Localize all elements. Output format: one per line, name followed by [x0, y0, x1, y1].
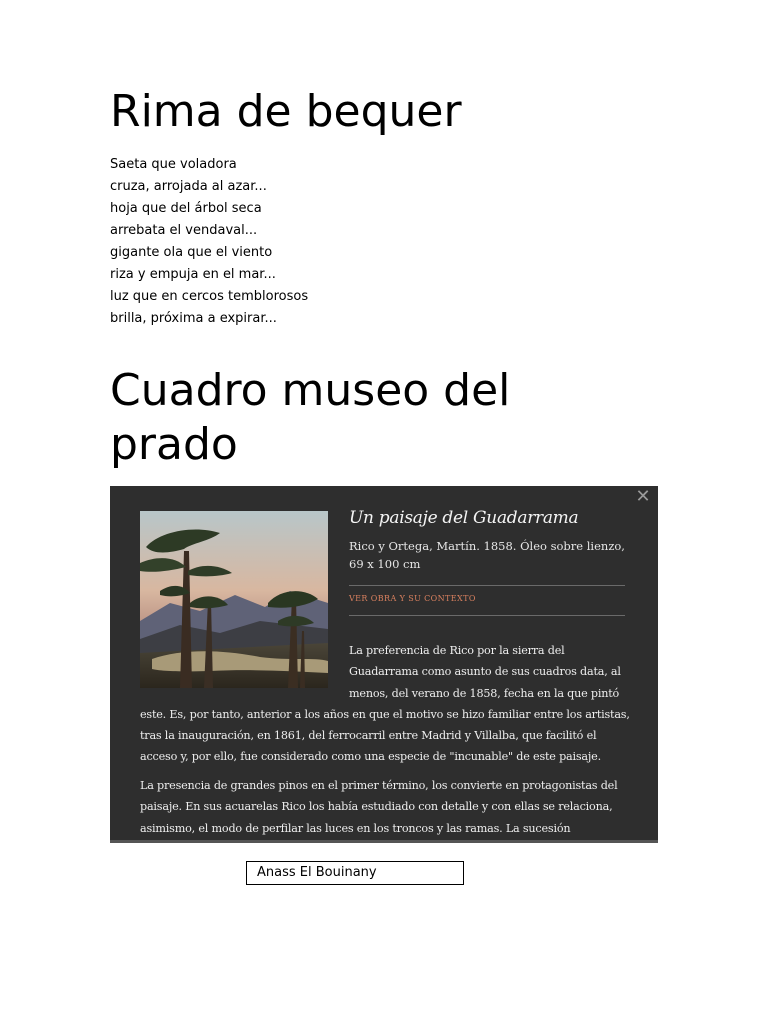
- heading-painting: Cuadro museo del prado: [110, 365, 511, 470]
- poem-line: arrebata el vendaval...: [110, 223, 258, 238]
- poem-text: [110, 154, 308, 330]
- text-line: acceso y, por ello, fue considerado como una especie de "incunable" de este paisaje.: [140, 750, 601, 764]
- text-line: La preferencia de Rico por la sierra del: [349, 644, 565, 657]
- author-box: Anass El Bouinany: [246, 861, 464, 885]
- text-line: este. Es, por tanto, anterior a los años en que el motivo se hizo familiar entre los artistas,: [140, 707, 630, 721]
- text-line: La presencia de grandes pinos en el primer término, los convierte en protagonistas del: [140, 779, 618, 792]
- text-line: asimismo, el modo de perfilar las luces en los troncos y las ramas. La sucesión: [140, 821, 571, 835]
- text-line: paisaje. En sus acuarelas Rico los había estudiado con detalle y con ellas se relaciona,: [140, 800, 613, 814]
- artwork-description: [140, 640, 630, 768]
- poem-line: riza y empuja en el mar...: [110, 267, 276, 282]
- artwork-meta: Rico y Ortega, Martín. 1858. Óleo sobre lienzo, 69 x 100 cm: [349, 539, 625, 571]
- artwork-title: Un paisaje del Guadarrama: [349, 508, 579, 528]
- poem-line: luz que en cercos temblorosos: [110, 289, 309, 304]
- heading-poem: Rima de bequer: [110, 86, 462, 137]
- divider: [349, 585, 625, 586]
- close-icon[interactable]: ✕: [635, 486, 651, 507]
- poem-line: hoja que del árbol seca: [110, 201, 262, 216]
- artwork-description-2: [140, 775, 617, 839]
- text-line: menos, del verano de 1858, fecha en la que pintó: [349, 686, 620, 700]
- artwork-panel: [110, 486, 658, 843]
- poem-line: brilla, próxima a expirar...: [110, 311, 277, 326]
- divider: [349, 615, 625, 616]
- text-line: tras la inauguración, en 1861, del ferrocarril entre Madrid y Villalba, que facilitó el: [140, 729, 597, 743]
- poem-line: cruza, arrojada al azar...: [110, 179, 267, 194]
- text-line: Guadarrama como asunto de sus cuadros data, al: [349, 665, 621, 679]
- poem-line: Saeta que voladora: [110, 157, 237, 172]
- poem-line: gigante ola que el viento: [110, 245, 273, 260]
- view-artwork-link[interactable]: VER OBRA Y SU CONTEXTO: [349, 594, 476, 603]
